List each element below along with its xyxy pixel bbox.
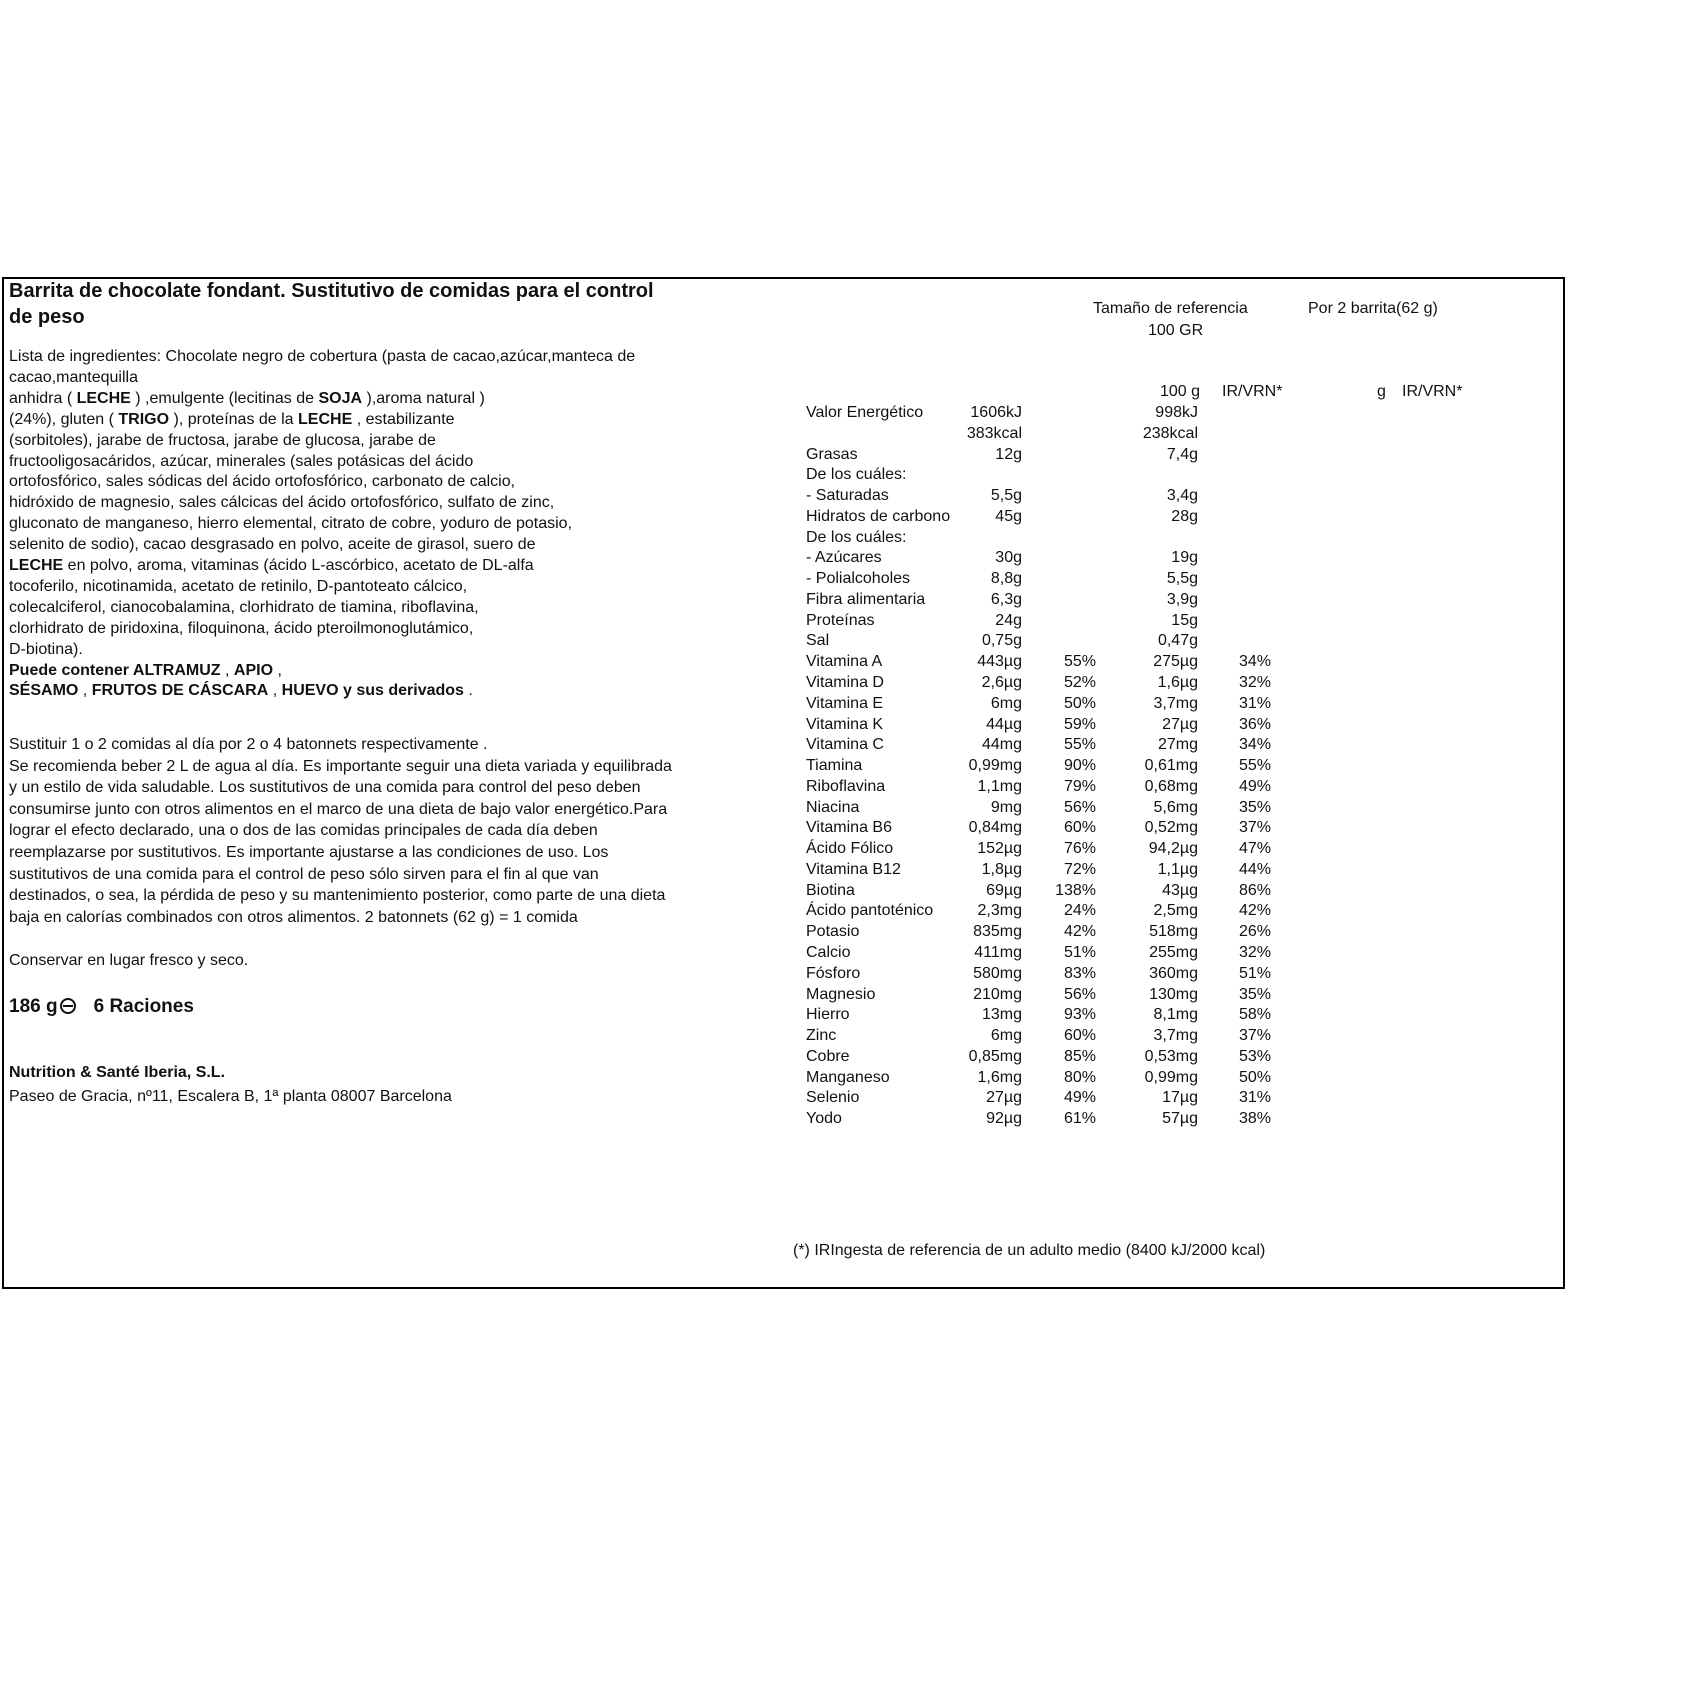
ingredient-line: Puede contener ALTRAMUZ , APIO , bbox=[9, 661, 282, 679]
value-per-100g: 30g bbox=[995, 549, 1022, 567]
value-per-100g: 835mg bbox=[973, 923, 1022, 941]
nutrition-row bbox=[806, 630, 1506, 651]
ingredient-line: colecalciferol, cianocobalamina, clorhidrato de tiamina, riboflavina, bbox=[9, 598, 479, 616]
value-per-100g: 5,5g bbox=[990, 487, 1022, 505]
percent-ir-portion: 47% bbox=[1238, 840, 1271, 858]
value-per-100g: 13mg bbox=[981, 1006, 1022, 1024]
value-per-100g: 12g bbox=[995, 445, 1022, 463]
value-per-portion: 19g bbox=[1171, 549, 1198, 567]
value-per-100g: 1,6mg bbox=[977, 1068, 1022, 1086]
nutrition-row bbox=[806, 1004, 1506, 1025]
value-per-portion: 17µg bbox=[1162, 1089, 1198, 1107]
ingredient-line: gluconato de manganeso, hierro elemental, citrato de cobre, yoduro de potasio, bbox=[9, 515, 573, 533]
percent-ir-100g: 61% bbox=[1063, 1110, 1096, 1128]
ingredient-line: clorhidrato de piridoxina, filoquinona, ácido pteroilmonoglutámico, bbox=[9, 619, 474, 637]
value-per-portion: 518mg bbox=[1149, 923, 1198, 941]
percent-ir-portion: 37% bbox=[1238, 819, 1271, 837]
value-per-portion: 2,5mg bbox=[1153, 902, 1198, 920]
nutrient-name: Calcio bbox=[806, 944, 851, 962]
col-header-g: g bbox=[1377, 383, 1386, 400]
value-per-portion: 0,47g bbox=[1157, 632, 1198, 650]
percent-ir-100g: 79% bbox=[1063, 777, 1096, 795]
value-per-100g: 9mg bbox=[990, 798, 1022, 816]
nutrition-row bbox=[806, 589, 1506, 610]
nutrition-row bbox=[806, 1025, 1506, 1046]
value-per-portion: 275µg bbox=[1153, 653, 1198, 671]
nutrition-row bbox=[806, 921, 1506, 942]
ingredient-line: hidróxido de magnesio, sales cálcicas del ácido ortofosfórico, sulfato de zinc, bbox=[9, 494, 555, 512]
value-per-portion: 3,9g bbox=[1166, 590, 1198, 608]
nutrient-name: Ácido Fólico bbox=[806, 840, 894, 858]
nutrition-row bbox=[806, 942, 1506, 963]
percent-ir-portion: 32% bbox=[1238, 674, 1271, 691]
percent-ir-100g: 60% bbox=[1063, 1027, 1096, 1045]
value-per-portion: 43µg bbox=[1162, 881, 1198, 899]
usage-line: Sustituir 1 o 2 comidas al día por 2 o 4 batonnets respectivamente . bbox=[9, 736, 488, 753]
percent-ir-100g: 55% bbox=[1063, 736, 1096, 754]
value-per-portion: 0,68mg bbox=[1144, 777, 1198, 795]
nutrition-row bbox=[806, 527, 1506, 548]
nutrition-row bbox=[806, 880, 1506, 901]
percent-ir-100g: 138% bbox=[1055, 881, 1096, 899]
usage-line: sustitutivos de una comida para el control de peso sólo sirven para el fin al que van bbox=[9, 865, 599, 883]
servings-count: 6 Raciones bbox=[93, 996, 194, 1017]
nutrient-name: Vitamina K bbox=[806, 715, 884, 733]
value-per-portion: 1,6µg bbox=[1157, 674, 1198, 691]
percent-ir-portion: 86% bbox=[1238, 881, 1271, 899]
percent-ir-portion: 34% bbox=[1238, 653, 1271, 671]
value-per-portion: 998kJ bbox=[1155, 404, 1198, 421]
nutrition-row bbox=[806, 755, 1506, 776]
ingredient-line: fructooligosacáridos, azúcar, minerales (sales potásicas del ácido bbox=[9, 452, 474, 470]
percent-ir-100g: 83% bbox=[1063, 964, 1096, 982]
value-per-portion: 1,1µg bbox=[1157, 860, 1198, 878]
net-quantity bbox=[9, 996, 194, 1017]
ref-header-line2: 100 GR bbox=[1148, 322, 1204, 339]
value-per-portion: 3,7mg bbox=[1153, 694, 1198, 712]
nutrient-name: Vitamina B6 bbox=[806, 819, 892, 837]
value-per-100g: 6mg bbox=[990, 694, 1022, 712]
nutrition-row bbox=[806, 714, 1506, 735]
nutrition-row bbox=[806, 1108, 1506, 1129]
nutrient-name: Magnesio bbox=[806, 985, 876, 1003]
nutrition-row bbox=[806, 1087, 1506, 1108]
ref-header-line1: Tamaño de referencia bbox=[1093, 300, 1248, 317]
nutrition-row bbox=[806, 672, 1506, 693]
percent-ir-100g: 72% bbox=[1063, 860, 1096, 878]
nutrition-row bbox=[806, 963, 1506, 984]
percent-ir-100g: 51% bbox=[1063, 944, 1096, 962]
percent-ir-100g: 59% bbox=[1063, 715, 1096, 733]
company-name: Nutrition & Santé Iberia, S.L. bbox=[9, 1064, 226, 1081]
nutrition-row bbox=[806, 568, 1506, 589]
percent-ir-portion: 34% bbox=[1238, 736, 1271, 754]
value-per-100g: 44µg bbox=[986, 715, 1022, 733]
ingredient-line: (sorbitoles), jarabe de fructosa, jarabe de glucosa, jarabe de bbox=[9, 431, 436, 449]
ingredient-line: D-biotina). bbox=[9, 640, 83, 658]
percent-ir-portion: 42% bbox=[1238, 902, 1271, 920]
percent-ir-portion: 55% bbox=[1238, 757, 1271, 775]
nutrient-name: Riboflavina bbox=[806, 777, 886, 795]
percent-ir-100g: 85% bbox=[1063, 1047, 1096, 1065]
value-per-100g: 0,84mg bbox=[968, 819, 1022, 837]
value-per-portion: 3,4g bbox=[1166, 487, 1198, 505]
percent-ir-portion: 35% bbox=[1238, 985, 1271, 1003]
value-per-portion: 27mg bbox=[1157, 736, 1198, 754]
nutrition-row bbox=[806, 797, 1506, 818]
nutrition-row bbox=[806, 693, 1506, 714]
nutrient-name: Cobre bbox=[806, 1047, 850, 1065]
nutrient-name: Vitamina E bbox=[806, 694, 884, 712]
nutrient-name: De los cuáles: bbox=[806, 528, 907, 546]
value-per-100g: 44mg bbox=[981, 736, 1022, 754]
nutrient-name: Vitamina B12 bbox=[806, 860, 901, 878]
ingredient-line: LECHE en polvo, aroma, vitaminas (ácido L-ascórbico, acetato de DL-alfa bbox=[9, 557, 534, 574]
percent-ir-portion: 26% bbox=[1238, 923, 1271, 941]
nutrient-name: Yodo bbox=[806, 1110, 842, 1128]
percent-ir-portion: 49% bbox=[1238, 777, 1271, 795]
nutrient-name: Sal bbox=[806, 632, 830, 650]
nutrient-name: Zinc bbox=[806, 1027, 837, 1045]
nutrient-name: Proteínas bbox=[806, 611, 875, 629]
percent-ir-portion: 37% bbox=[1238, 1027, 1271, 1045]
value-per-100g: 580mg bbox=[973, 964, 1022, 982]
nutrition-row bbox=[806, 506, 1506, 527]
ingredient-line: cacao,mantequilla bbox=[9, 368, 138, 386]
ingredient-line: ortofosfórico, sales sódicas del ácido ortofosfórico, carbonato de calcio, bbox=[9, 473, 516, 491]
nutrient-name: - Polialcoholes bbox=[806, 570, 911, 588]
percent-ir-100g: 42% bbox=[1063, 923, 1096, 941]
percent-ir-portion: 35% bbox=[1238, 798, 1271, 816]
value-per-100g: 1,1mg bbox=[977, 777, 1022, 795]
nutrition-row bbox=[806, 900, 1506, 921]
value-per-portion: 0,61mg bbox=[1144, 757, 1198, 775]
nutrition-row bbox=[806, 610, 1506, 631]
col-header-100g: 100 g bbox=[1160, 383, 1201, 400]
nutrient-name: - Saturadas bbox=[806, 487, 889, 505]
nutrition-row bbox=[806, 464, 1506, 485]
nutrient-name: Manganeso bbox=[806, 1068, 890, 1086]
value-per-100g: 2,3mg bbox=[977, 902, 1022, 920]
value-per-100g: 152µg bbox=[977, 840, 1022, 858]
nutrient-name: Fósforo bbox=[806, 964, 861, 982]
product-title-line1: Barrita de chocolate fondant. Sustitutivo de comidas para el control bbox=[9, 280, 654, 302]
value-per-portion: 0,52mg bbox=[1144, 819, 1198, 837]
nutrition-row bbox=[806, 984, 1506, 1005]
percent-ir-100g: 50% bbox=[1063, 694, 1096, 712]
percent-ir-100g: 90% bbox=[1063, 757, 1096, 775]
estimated-e-mark-icon bbox=[60, 998, 76, 1014]
value-per-portion: 5,6mg bbox=[1153, 798, 1198, 816]
nutrient-name: Biotina bbox=[806, 881, 855, 899]
value-per-100g: 24g bbox=[995, 611, 1022, 629]
value-per-100g: 69µg bbox=[986, 881, 1022, 899]
nutrition-row bbox=[806, 734, 1506, 755]
nutrient-name: Vitamina A bbox=[806, 653, 883, 671]
percent-ir-100g: 60% bbox=[1063, 819, 1096, 837]
nutrient-name: Fibra alimentaria bbox=[806, 590, 926, 608]
company-address: Paseo de Gracia, nº11, Escalera B, 1ª planta 08007 Barcelona bbox=[9, 1088, 452, 1105]
value-per-portion: 94,2µg bbox=[1148, 840, 1198, 858]
nutrition-row bbox=[806, 402, 1506, 423]
usage-line: consumirse junto con otros alimentos en el marco de una dieta de bajo valor energético.Para bbox=[9, 800, 668, 818]
percent-ir-100g: 56% bbox=[1063, 985, 1096, 1003]
nutrient-name: - Azúcares bbox=[806, 549, 882, 567]
value-per-100g: 411mg bbox=[974, 944, 1022, 962]
percent-ir-portion: 53% bbox=[1238, 1047, 1271, 1065]
percent-ir-portion: 36% bbox=[1238, 715, 1271, 733]
nutrient-name: Vitamina D bbox=[806, 674, 884, 691]
percent-ir-100g: 76% bbox=[1063, 840, 1096, 858]
percent-ir-100g: 55% bbox=[1063, 653, 1096, 671]
value-per-100g: 45g bbox=[995, 507, 1022, 525]
percent-ir-portion: 44% bbox=[1238, 860, 1271, 878]
percent-ir-100g: 56% bbox=[1063, 798, 1096, 816]
value-per-portion: 255mg bbox=[1149, 944, 1198, 962]
nutrition-row bbox=[806, 776, 1506, 797]
nutrient-name: Hierro bbox=[806, 1006, 850, 1024]
nutrition-row bbox=[806, 547, 1506, 568]
value-per-portion: 3,7mg bbox=[1153, 1027, 1198, 1045]
value-per-100g: 0,99mg bbox=[968, 757, 1022, 775]
value-per-100g: 6mg bbox=[990, 1027, 1022, 1045]
percent-ir-100g: 93% bbox=[1063, 1006, 1096, 1024]
value-per-portion: 360mg bbox=[1149, 964, 1198, 982]
nutrient-name: Selenio bbox=[806, 1089, 860, 1107]
percent-ir-100g: 49% bbox=[1063, 1089, 1096, 1107]
value-per-100g: 1,8µg bbox=[981, 860, 1022, 878]
ingredient-line: SÉSAMO , FRUTOS DE CÁSCARA , HUEVO y sus derivados . bbox=[9, 682, 473, 700]
storage-text: Conservar en lugar fresco y seco. bbox=[9, 952, 249, 969]
usage-line: Se recomienda beber 2 L de agua al día. Es importante seguir una dieta variada y equilibrada bbox=[9, 757, 672, 775]
percent-ir-100g: 24% bbox=[1063, 902, 1096, 920]
nutrition-row bbox=[806, 651, 1506, 672]
ingredient-line: (24%), gluten ( TRIGO ), proteínas de la LECHE , estabilizante bbox=[9, 410, 455, 428]
nutrient-name: Ácido pantoténico bbox=[806, 902, 934, 920]
percent-ir-portion: 38% bbox=[1238, 1110, 1271, 1128]
nutrition-row bbox=[806, 485, 1506, 506]
value-per-portion: 0,99mg bbox=[1144, 1068, 1198, 1086]
nutrition-row bbox=[806, 859, 1506, 880]
usage-line: baja en calorías combinados con otros alimentos. 2 batonnets (62 g) = 1 comida bbox=[9, 908, 578, 926]
usage-line: reemplazarse por sustitutivos. Es importante ajustarse a las condiciones de uso. Los bbox=[9, 844, 609, 861]
footnote: (*) IRIngesta de referencia de un adulto medio (8400 kJ/2000 kcal) bbox=[793, 1242, 1266, 1259]
value-per-portion: 238kcal bbox=[1142, 424, 1198, 442]
usage-line: y un estilo de vida saludable. Los sustitutivos de una comida para control del peso deben bbox=[9, 779, 641, 797]
percent-ir-100g: 80% bbox=[1063, 1068, 1096, 1086]
value-per-portion: 0,53mg bbox=[1144, 1047, 1198, 1065]
value-per-100g: 443µg bbox=[977, 653, 1022, 671]
value-per-portion: 15g bbox=[1171, 611, 1198, 629]
nutrient-name: Valor Energético bbox=[806, 404, 924, 421]
percent-ir-100g: 52% bbox=[1063, 674, 1096, 691]
value-per-100g: 27µg bbox=[986, 1089, 1022, 1107]
percent-ir-portion: 32% bbox=[1238, 944, 1271, 962]
nutrition-row bbox=[806, 1046, 1506, 1067]
value-per-100g: 1606kJ bbox=[970, 404, 1022, 421]
percent-ir-portion: 31% bbox=[1238, 1089, 1271, 1107]
usage-line: destinados, o sea, la pérdida de peso y su mantenimiento posterior, como parte de una dieta bbox=[9, 887, 666, 905]
value-per-100g: 8,8g bbox=[990, 570, 1022, 588]
value-per-100g: 0,75g bbox=[981, 632, 1022, 650]
percent-ir-portion: 50% bbox=[1238, 1068, 1271, 1086]
value-per-portion: 5,5g bbox=[1166, 570, 1198, 588]
value-per-100g: 2,6µg bbox=[981, 674, 1022, 691]
percent-ir-portion: 51% bbox=[1238, 964, 1271, 982]
nutrient-name: Tiamina bbox=[806, 757, 863, 775]
value-per-100g: 210mg bbox=[973, 985, 1022, 1003]
nutrition-row bbox=[806, 838, 1506, 859]
nutrient-name: Vitamina C bbox=[806, 736, 884, 754]
nutrition-row bbox=[806, 1067, 1506, 1088]
percent-ir-portion: 58% bbox=[1238, 1006, 1271, 1024]
portion-header: Por 2 barrita(62 g) bbox=[1308, 300, 1438, 317]
value-per-100g: 0,85mg bbox=[968, 1047, 1022, 1065]
value-per-portion: 28g bbox=[1171, 507, 1198, 525]
nutrient-name: Hidratos de carbono bbox=[806, 507, 951, 525]
value-per-100g: 6,3g bbox=[990, 590, 1022, 608]
nutrient-name: De los cuáles: bbox=[806, 466, 907, 484]
net-weight: 186 g bbox=[9, 996, 58, 1017]
usage-line: lograr el efecto declarado, una o dos de las comidas principales de cada día deben bbox=[9, 822, 598, 840]
value-per-portion: 57µg bbox=[1162, 1110, 1198, 1128]
col-header-ir-por: IR/VRN* bbox=[1402, 383, 1463, 400]
value-per-portion: 7,4g bbox=[1166, 445, 1198, 463]
ingredient-line: Lista de ingredientes: Chocolate negro de cobertura (pasta de cacao,azúcar,manteca de bbox=[9, 348, 636, 365]
ingredient-line: tocoferilo, nicotinamida, acetato de retinilo, D-pantoteato cálcico, bbox=[9, 577, 468, 595]
nutrient-name: Potasio bbox=[806, 923, 860, 941]
nutrition-row bbox=[806, 423, 1506, 444]
value-per-100g: 92µg bbox=[986, 1110, 1022, 1128]
value-per-portion: 8,1mg bbox=[1153, 1006, 1198, 1024]
ingredient-line: anhidra ( LECHE ) ,emulgente (lecitinas de SOJA ),aroma natural ) bbox=[9, 389, 485, 407]
nutrition-row bbox=[806, 817, 1506, 838]
value-per-portion: 27µg bbox=[1162, 715, 1198, 733]
nutrient-name: Grasas bbox=[806, 445, 858, 463]
product-title-line2: de peso bbox=[9, 306, 85, 328]
value-per-100g: 383kcal bbox=[966, 424, 1022, 442]
col-header-ir-100: IR/VRN* bbox=[1222, 383, 1283, 400]
nutrient-name: Niacina bbox=[806, 798, 860, 816]
percent-ir-portion: 31% bbox=[1238, 694, 1271, 712]
ingredient-line: selenito de sodio), cacao desgrasado en polvo, aceite de girasol, suero de bbox=[9, 536, 536, 554]
nutrition-row bbox=[806, 444, 1506, 465]
value-per-portion: 130mg bbox=[1149, 985, 1198, 1003]
